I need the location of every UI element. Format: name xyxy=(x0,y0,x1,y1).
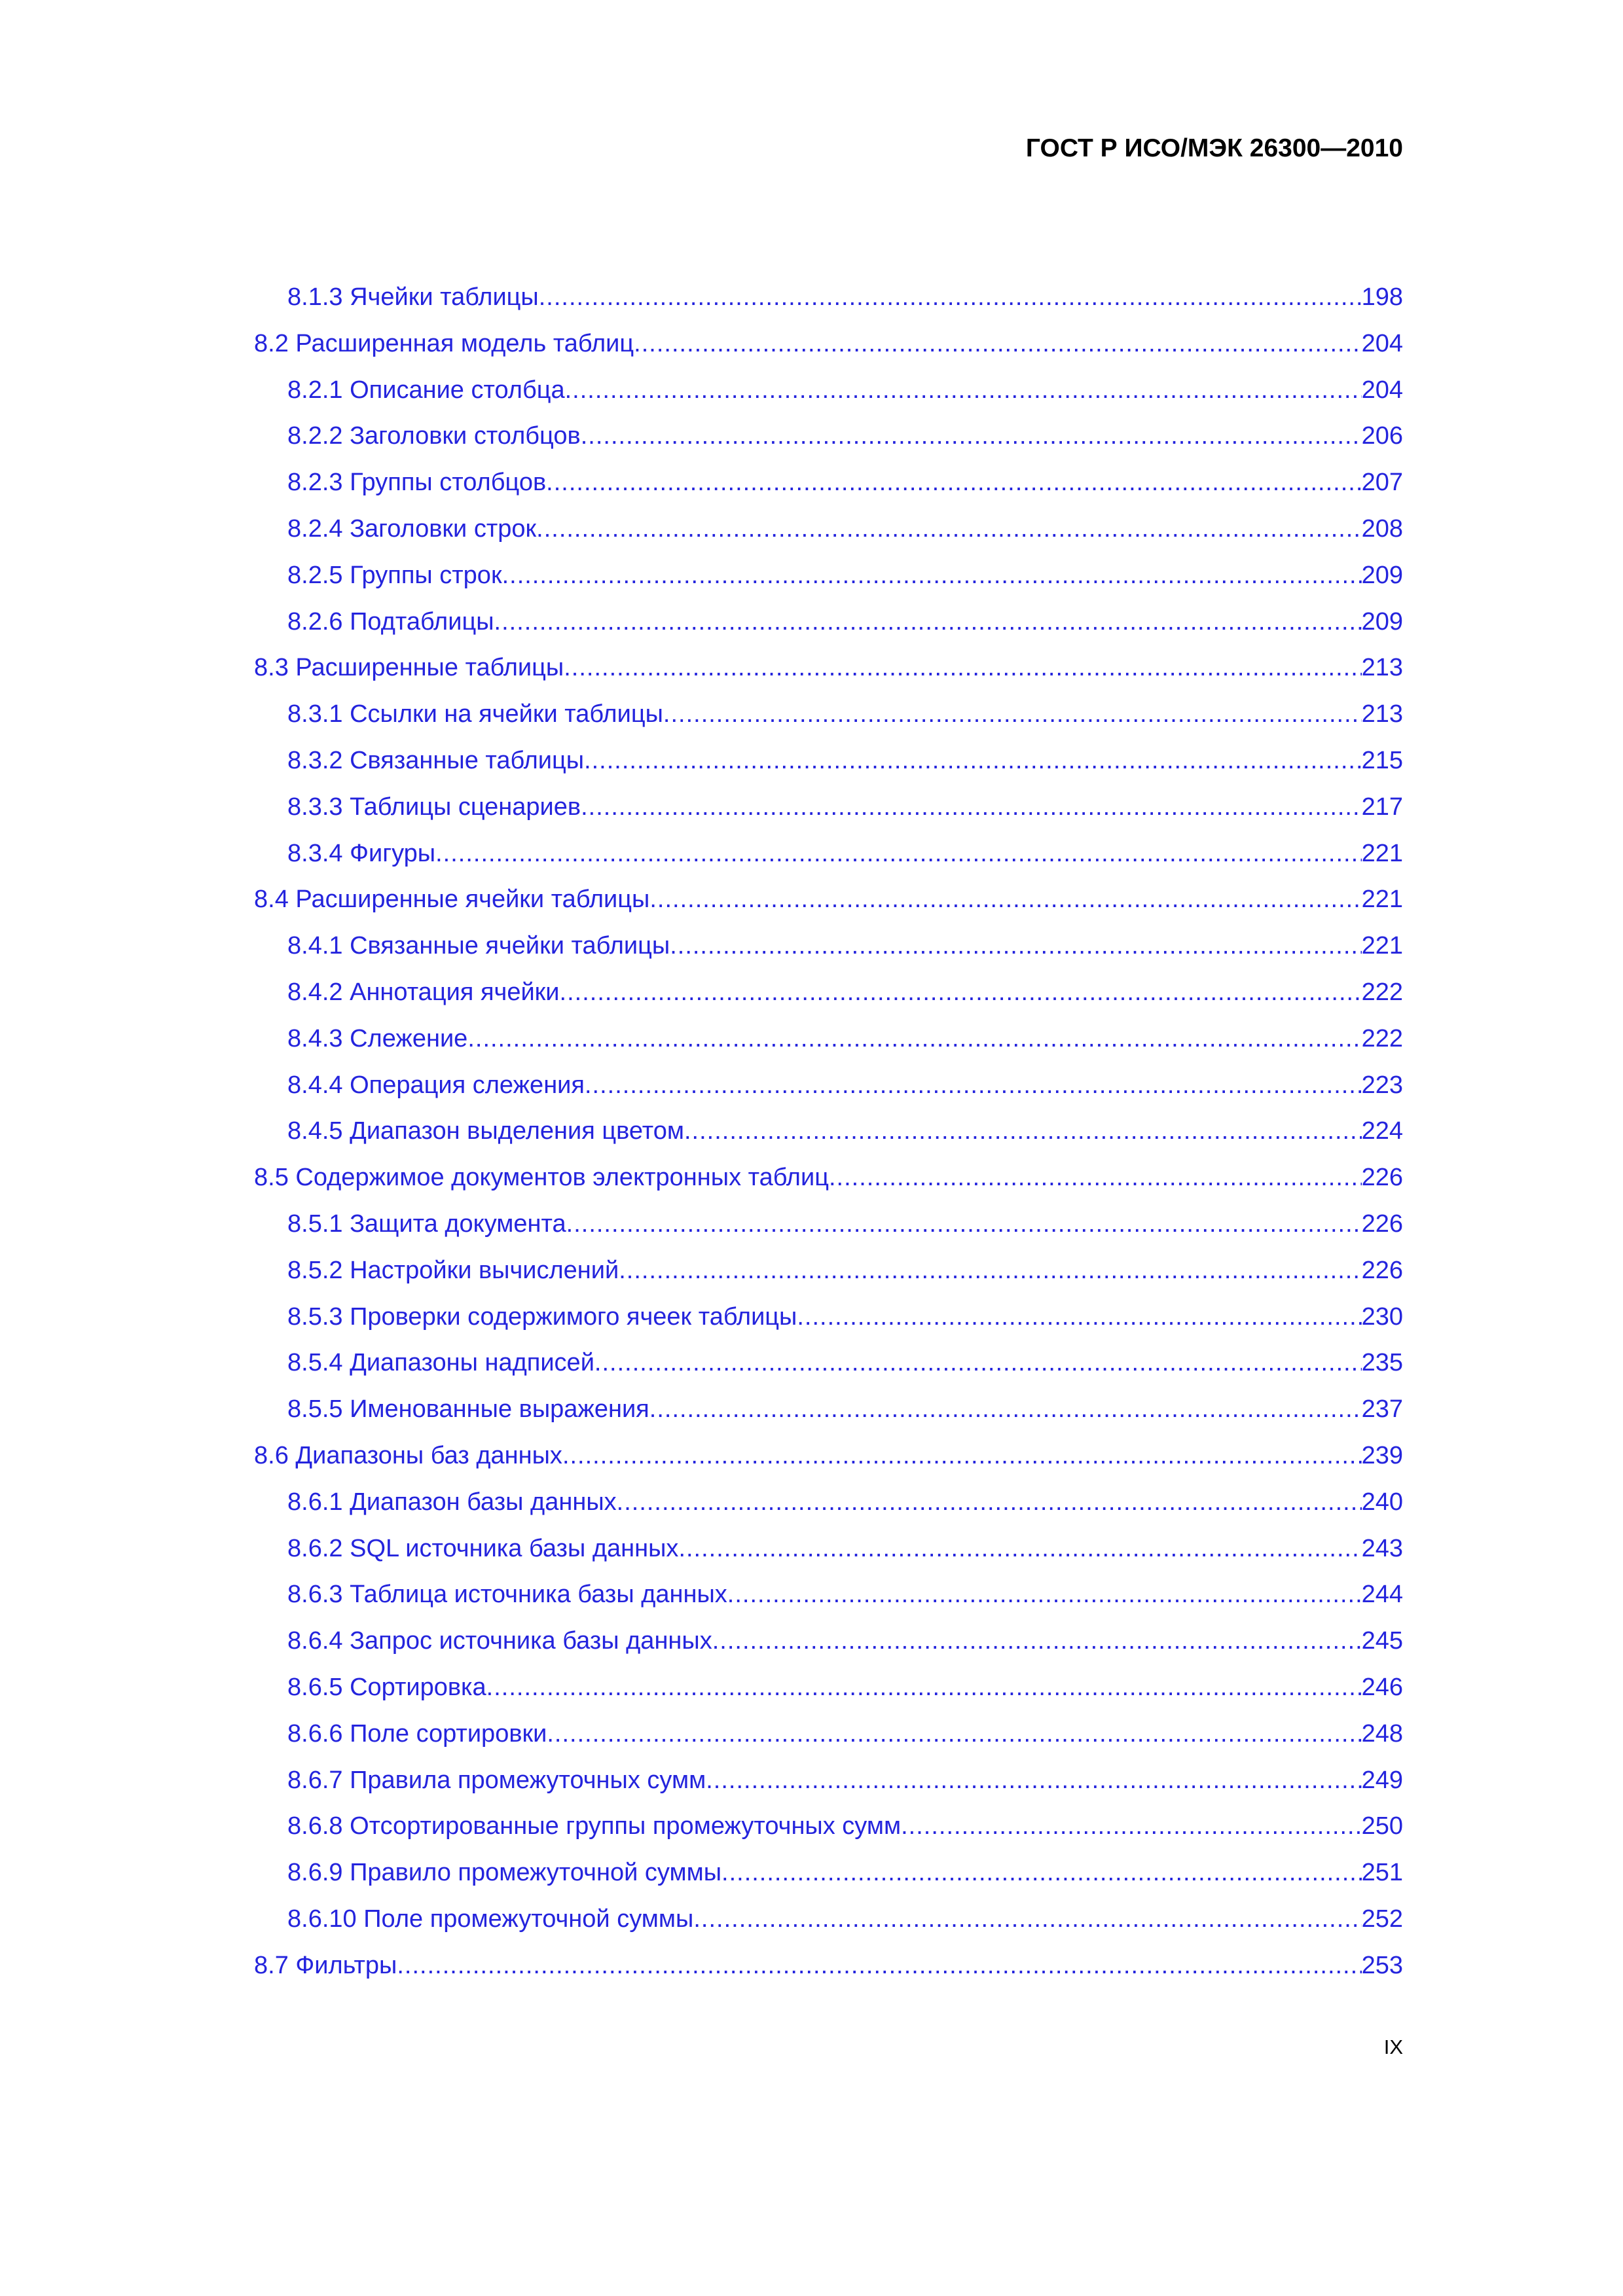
toc-entry-number: 8.6.2 xyxy=(287,1534,343,1562)
toc-entry-title: Проверки содержимого ячеек таблицы xyxy=(350,1302,797,1331)
toc-dot-leader xyxy=(678,1535,1361,1563)
toc-entry-page: 245 xyxy=(1361,1627,1403,1655)
toc-entry-8-4[interactable] xyxy=(254,886,1403,932)
toc-dot-leader xyxy=(901,1812,1361,1840)
toc-entry-8-3-1[interactable] xyxy=(254,700,1403,747)
toc-number-spacer xyxy=(289,1952,296,1980)
toc-entry-8-5-5[interactable] xyxy=(254,1395,1403,1442)
toc-entry-page: 226 xyxy=(1361,1210,1403,1238)
toc-entry-number: 8.4.1 xyxy=(287,932,343,960)
toc-entry-title: SQL источника базы данных xyxy=(350,1534,679,1562)
toc-dot-leader xyxy=(547,1720,1361,1748)
toc-entry-title: Расширенные таблицы xyxy=(295,654,564,682)
toc-dot-leader xyxy=(397,1952,1361,1980)
toc-entry-page: 217 xyxy=(1361,793,1403,821)
toc-number-spacer xyxy=(343,978,350,1007)
toc-entry-number: 8.2.2 xyxy=(287,422,343,450)
toc-number-spacer xyxy=(343,840,350,868)
toc-entry-page: 213 xyxy=(1361,654,1403,682)
toc-entry-8-2[interactable] xyxy=(254,330,1403,376)
toc-entry-page: 239 xyxy=(1361,1441,1403,1469)
toc-entry-title: Описание столбца xyxy=(350,376,565,404)
toc-entry-number: 8.6.5 xyxy=(287,1673,343,1701)
toc-entry-title: Расширенная модель таблиц xyxy=(295,329,634,357)
toc-entry-number: 8.2.6 xyxy=(287,607,343,636)
toc-entry-number: 8.3.4 xyxy=(287,839,343,867)
toc-entry-page: 246 xyxy=(1361,1673,1403,1701)
toc-number-spacer xyxy=(343,1117,350,1145)
toc-entry-page: 209 xyxy=(1361,561,1403,589)
toc-entry-title: Ссылки на ячейки таблицы xyxy=(350,700,663,728)
toc-entry-page: 221 xyxy=(1361,932,1403,960)
toc-entry-number: 8.4 xyxy=(254,886,289,914)
toc-entry-title: Диапазон базы данных xyxy=(350,1488,617,1516)
toc-entry-page: 221 xyxy=(1361,886,1403,914)
toc-dot-leader xyxy=(584,747,1362,775)
toc-entry-number: 8.6.4 xyxy=(287,1627,343,1655)
toc-entry-8-5[interactable] xyxy=(254,1164,1403,1210)
toc-entry-title: Связанные ячейки таблицы xyxy=(350,932,670,960)
toc-dot-leader xyxy=(670,932,1361,960)
toc-entry-title: Связанные таблицы xyxy=(350,746,585,774)
toc-dot-leader xyxy=(562,1442,1362,1470)
toc-entry-number: 8.6.1 xyxy=(287,1488,343,1516)
toc-dot-leader xyxy=(467,1025,1361,1053)
toc-number-spacer xyxy=(289,886,296,914)
toc-entry-title: Поле промежуточной суммы xyxy=(363,1905,694,1933)
toc-number-spacer xyxy=(343,1303,350,1331)
toc-number-spacer xyxy=(343,1627,350,1655)
toc-dot-leader xyxy=(797,1303,1361,1331)
toc-entry-8-4-5[interactable] xyxy=(254,1117,1403,1164)
toc-entry-page: 222 xyxy=(1361,1024,1403,1052)
toc-entry-number: 8.2.3 xyxy=(287,469,343,497)
toc-entry-title: Сортировка xyxy=(350,1673,486,1701)
toc-dot-leader xyxy=(649,1395,1362,1424)
toc-dot-leader xyxy=(619,1257,1361,1285)
toc-dot-leader xyxy=(494,608,1362,636)
toc-entry-number: 8.5.2 xyxy=(287,1256,343,1284)
toc-dot-leader xyxy=(634,330,1361,358)
toc-entry-8-2-4[interactable] xyxy=(254,515,1403,562)
toc-entry-title: Диапазоны надписей xyxy=(350,1349,594,1377)
toc-number-spacer xyxy=(343,1767,350,1795)
toc-entry-page: 248 xyxy=(1361,1719,1403,1748)
toc-entry-page: 208 xyxy=(1361,514,1403,543)
toc-entry-number: 8.4.4 xyxy=(287,1071,343,1099)
toc-number-spacer xyxy=(343,422,350,450)
toc-number-spacer xyxy=(343,283,350,312)
toc-entry-8-6-6[interactable] xyxy=(254,1720,1403,1767)
toc-dot-leader xyxy=(435,840,1362,868)
toc-entry-page: 250 xyxy=(1361,1812,1403,1840)
toc-entry-number: 8.5 xyxy=(254,1164,289,1192)
toc-number-spacer xyxy=(343,469,350,497)
toc-dot-leader xyxy=(560,978,1362,1007)
toc-dot-leader xyxy=(693,1905,1361,1933)
toc-entry-8-6-10[interactable] xyxy=(254,1905,1403,1952)
toc-entry-number: 8.4.2 xyxy=(287,978,343,1006)
toc-entry-page: 243 xyxy=(1361,1534,1403,1562)
toc-dot-leader xyxy=(684,1117,1362,1145)
toc-entry-8-5-2[interactable] xyxy=(254,1257,1403,1303)
toc-dot-leader xyxy=(539,283,1362,312)
toc-number-spacer xyxy=(343,932,350,960)
toc-entry-number: 8.3 xyxy=(254,654,289,682)
toc-number-spacer xyxy=(343,1071,350,1100)
toc-number-spacer xyxy=(343,1210,350,1238)
toc-entry-title: Запрос источника базы данных xyxy=(350,1627,712,1655)
toc-dot-leader xyxy=(663,700,1362,728)
toc-number-spacer xyxy=(343,1025,350,1053)
toc-entry-number: 8.2.1 xyxy=(287,376,343,404)
toc-entry-8-4-2[interactable] xyxy=(254,978,1403,1025)
toc-entry-number: 8.5.3 xyxy=(287,1302,343,1331)
toc-dot-leader xyxy=(594,1349,1362,1377)
toc-entry-8-7[interactable] xyxy=(254,1952,1403,1998)
toc-entry-title: Группы столбцов xyxy=(350,469,547,497)
toc-dot-leader xyxy=(617,1488,1362,1516)
toc-entry-number: 8.1.3 xyxy=(287,283,343,311)
toc-entry-title: Поле сортировки xyxy=(350,1719,547,1748)
toc-entry-page: 215 xyxy=(1361,746,1403,774)
toc-entry-number: 8.5.5 xyxy=(287,1395,343,1424)
toc-number-spacer xyxy=(343,1535,350,1563)
toc-entry-8-6-9[interactable] xyxy=(254,1859,1403,1905)
toc-entry-page: 226 xyxy=(1361,1256,1403,1284)
toc-dot-leader xyxy=(721,1859,1362,1887)
document-header: ГОСТ Р ИСО/МЭК 26300—2010 xyxy=(1025,134,1403,162)
toc-dot-leader xyxy=(712,1627,1362,1655)
toc-entry-title: Заголовки столбцов xyxy=(350,422,581,450)
toc-entry-8-3-2[interactable] xyxy=(254,747,1403,793)
toc-entry-number: 8.6.7 xyxy=(287,1766,343,1794)
toc-number-spacer xyxy=(289,330,296,358)
toc-number-spacer xyxy=(343,1257,350,1285)
toc-dot-leader xyxy=(564,654,1361,682)
toc-entry-page: 198 xyxy=(1361,283,1403,311)
toc-entry-page: 235 xyxy=(1361,1349,1403,1377)
toc-entry-page: 224 xyxy=(1361,1117,1403,1145)
toc-entry-title: Расширенные ячейки таблицы xyxy=(295,886,650,914)
toc-entry-8-6-5[interactable] xyxy=(254,1674,1403,1720)
toc-entry-number: 8.3.1 xyxy=(287,700,343,728)
toc-number-spacer xyxy=(343,1581,350,1609)
toc-entry-page: 251 xyxy=(1361,1859,1403,1887)
toc-entry-number: 8.5.1 xyxy=(287,1210,343,1238)
toc-dot-leader xyxy=(829,1164,1362,1192)
toc-entry-number: 8.6.3 xyxy=(287,1581,343,1609)
toc-entry-page: 252 xyxy=(1361,1905,1403,1933)
toc-entry-page: 237 xyxy=(1361,1395,1403,1424)
toc-entry-number: 8.5.4 xyxy=(287,1349,343,1377)
toc-entry-page: 223 xyxy=(1361,1071,1403,1099)
toc-entry-8-3[interactable] xyxy=(254,654,1403,700)
toc-number-spacer xyxy=(357,1905,364,1933)
toc-dot-leader xyxy=(546,469,1361,497)
toc-dot-leader xyxy=(502,562,1362,590)
toc-entry-title: Таблицы сценариев xyxy=(350,793,581,821)
toc-entry-page: 204 xyxy=(1361,329,1403,357)
toc-number-spacer xyxy=(343,515,350,543)
toc-entry-8-2-3[interactable] xyxy=(254,469,1403,515)
toc-entry-title: Слежение xyxy=(350,1024,468,1052)
toc-dot-leader xyxy=(706,1767,1361,1795)
toc-number-spacer xyxy=(343,1674,350,1702)
toc-entry-8-5-3[interactable] xyxy=(254,1303,1403,1350)
toc-number-spacer xyxy=(343,1720,350,1748)
toc-dot-leader xyxy=(581,422,1362,450)
toc-entry-page: 226 xyxy=(1361,1164,1403,1192)
toc-dot-leader xyxy=(649,886,1361,914)
toc-number-spacer xyxy=(289,1164,296,1192)
toc-entry-title: Ячейки таблицы xyxy=(350,283,539,311)
toc-entry-number: 8.6.8 xyxy=(287,1812,343,1840)
toc-number-spacer xyxy=(343,1812,350,1840)
toc-entry-8-4-3[interactable] xyxy=(254,1025,1403,1071)
toc-entry-title: Диапазон выделения цветом xyxy=(350,1117,684,1145)
toc-entry-title: Операция слежения xyxy=(350,1071,585,1099)
toc-number-spacer xyxy=(343,747,350,775)
toc-entry-number: 8.2 xyxy=(254,329,289,357)
toc-entry-title: Диапазоны баз данных xyxy=(295,1441,562,1469)
toc-entry-title: Защита документа xyxy=(350,1210,566,1238)
toc-number-spacer xyxy=(343,1395,350,1424)
toc-number-spacer xyxy=(343,608,350,636)
toc-entry-title: Содержимое документов электронных таблиц xyxy=(295,1164,829,1192)
toc-entry-8-4-1[interactable] xyxy=(254,932,1403,978)
toc-dot-leader xyxy=(566,1210,1362,1238)
toc-entry-8-3-3[interactable] xyxy=(254,793,1403,840)
toc-entry-8-4-4[interactable] xyxy=(254,1071,1403,1118)
toc-entry-8-3-4[interactable] xyxy=(254,840,1403,886)
toc-number-spacer xyxy=(343,1349,350,1377)
toc-entry-number: 8.3.3 xyxy=(287,793,343,821)
toc-entry-8-2-6[interactable] xyxy=(254,608,1403,655)
toc-entry-number: 8.2.5 xyxy=(287,561,343,589)
toc-entry-page: 206 xyxy=(1361,422,1403,450)
toc-entry-8-6-3[interactable] xyxy=(254,1581,1403,1627)
toc-entry-8-6-4[interactable] xyxy=(254,1627,1403,1674)
toc-entry-page: 249 xyxy=(1361,1766,1403,1794)
toc-entry-number: 8.6.10 xyxy=(287,1905,357,1933)
toc-entry-title: Правила промежуточных сумм xyxy=(350,1766,706,1794)
toc-entry-title: Именованные выражения xyxy=(350,1395,649,1424)
toc-entry-page: 253 xyxy=(1361,1951,1403,1979)
toc-entry-title: Подтаблицы xyxy=(350,607,494,636)
toc-dot-leader xyxy=(581,793,1361,821)
toc-number-spacer xyxy=(289,654,296,682)
table-of-contents xyxy=(254,283,1403,1998)
toc-dot-leader xyxy=(565,376,1362,404)
toc-dot-leader xyxy=(536,515,1361,543)
toc-entry-number: 8.7 xyxy=(254,1951,289,1979)
toc-entry-page: 209 xyxy=(1361,607,1403,636)
toc-entry-page: 213 xyxy=(1361,700,1403,728)
toc-entry-8-6-8[interactable] xyxy=(254,1812,1403,1859)
toc-entry-title: Группы строк xyxy=(350,561,502,589)
toc-entry-number: 8.6.9 xyxy=(287,1859,343,1887)
toc-number-spacer xyxy=(343,700,350,728)
toc-entry-page: 221 xyxy=(1361,839,1403,867)
toc-entry-page: 230 xyxy=(1361,1302,1403,1331)
toc-entry-title: Фигуры xyxy=(350,839,436,867)
toc-dot-leader xyxy=(585,1071,1362,1100)
toc-entry-title: Настройки вычислений xyxy=(350,1256,619,1284)
toc-entry-8-6-2[interactable] xyxy=(254,1535,1403,1581)
toc-entry-page: 222 xyxy=(1361,978,1403,1006)
toc-entry-8-1-3[interactable] xyxy=(254,283,1403,330)
page-number: IX xyxy=(1383,2036,1403,2058)
toc-entry-8-5-4[interactable] xyxy=(254,1349,1403,1395)
toc-dot-leader xyxy=(486,1674,1362,1702)
toc-entry-8-2-2[interactable] xyxy=(254,422,1403,469)
toc-entry-8-6-7[interactable] xyxy=(254,1767,1403,1813)
toc-number-spacer xyxy=(343,1488,350,1516)
toc-entry-title: Таблица источника базы данных xyxy=(350,1581,727,1609)
toc-entry-title: Правило промежуточной суммы xyxy=(350,1859,722,1887)
toc-number-spacer xyxy=(343,562,350,590)
toc-entry-8-2-5[interactable] xyxy=(254,562,1403,608)
toc-entry-page: 204 xyxy=(1361,376,1403,404)
toc-entry-number: 8.4.3 xyxy=(287,1024,343,1052)
toc-entry-8-5-1[interactable] xyxy=(254,1210,1403,1257)
toc-entry-number: 8.3.2 xyxy=(287,746,343,774)
toc-entry-number: 8.2.4 xyxy=(287,514,343,543)
toc-number-spacer xyxy=(289,1442,296,1470)
toc-entry-page: 207 xyxy=(1361,469,1403,497)
toc-entry-title: Отсортированные группы промежуточных сумм xyxy=(350,1812,902,1840)
toc-entry-8-6[interactable] xyxy=(254,1442,1403,1488)
toc-number-spacer xyxy=(343,376,350,404)
toc-entry-number: 8.6 xyxy=(254,1441,289,1469)
toc-number-spacer xyxy=(343,1859,350,1887)
toc-entry-number: 8.4.5 xyxy=(287,1117,343,1145)
toc-dot-leader xyxy=(727,1581,1362,1609)
toc-entry-page: 244 xyxy=(1361,1581,1403,1609)
toc-entry-title: Заголовки строк xyxy=(350,514,537,543)
toc-entry-title: Аннотация ячейки xyxy=(350,978,560,1006)
toc-entry-8-6-1[interactable] xyxy=(254,1488,1403,1535)
toc-entry-page: 240 xyxy=(1361,1488,1403,1516)
toc-entry-title: Фильтры xyxy=(295,1951,397,1979)
toc-number-spacer xyxy=(343,793,350,821)
toc-entry-8-2-1[interactable] xyxy=(254,376,1403,423)
toc-entry-number: 8.6.6 xyxy=(287,1719,343,1748)
